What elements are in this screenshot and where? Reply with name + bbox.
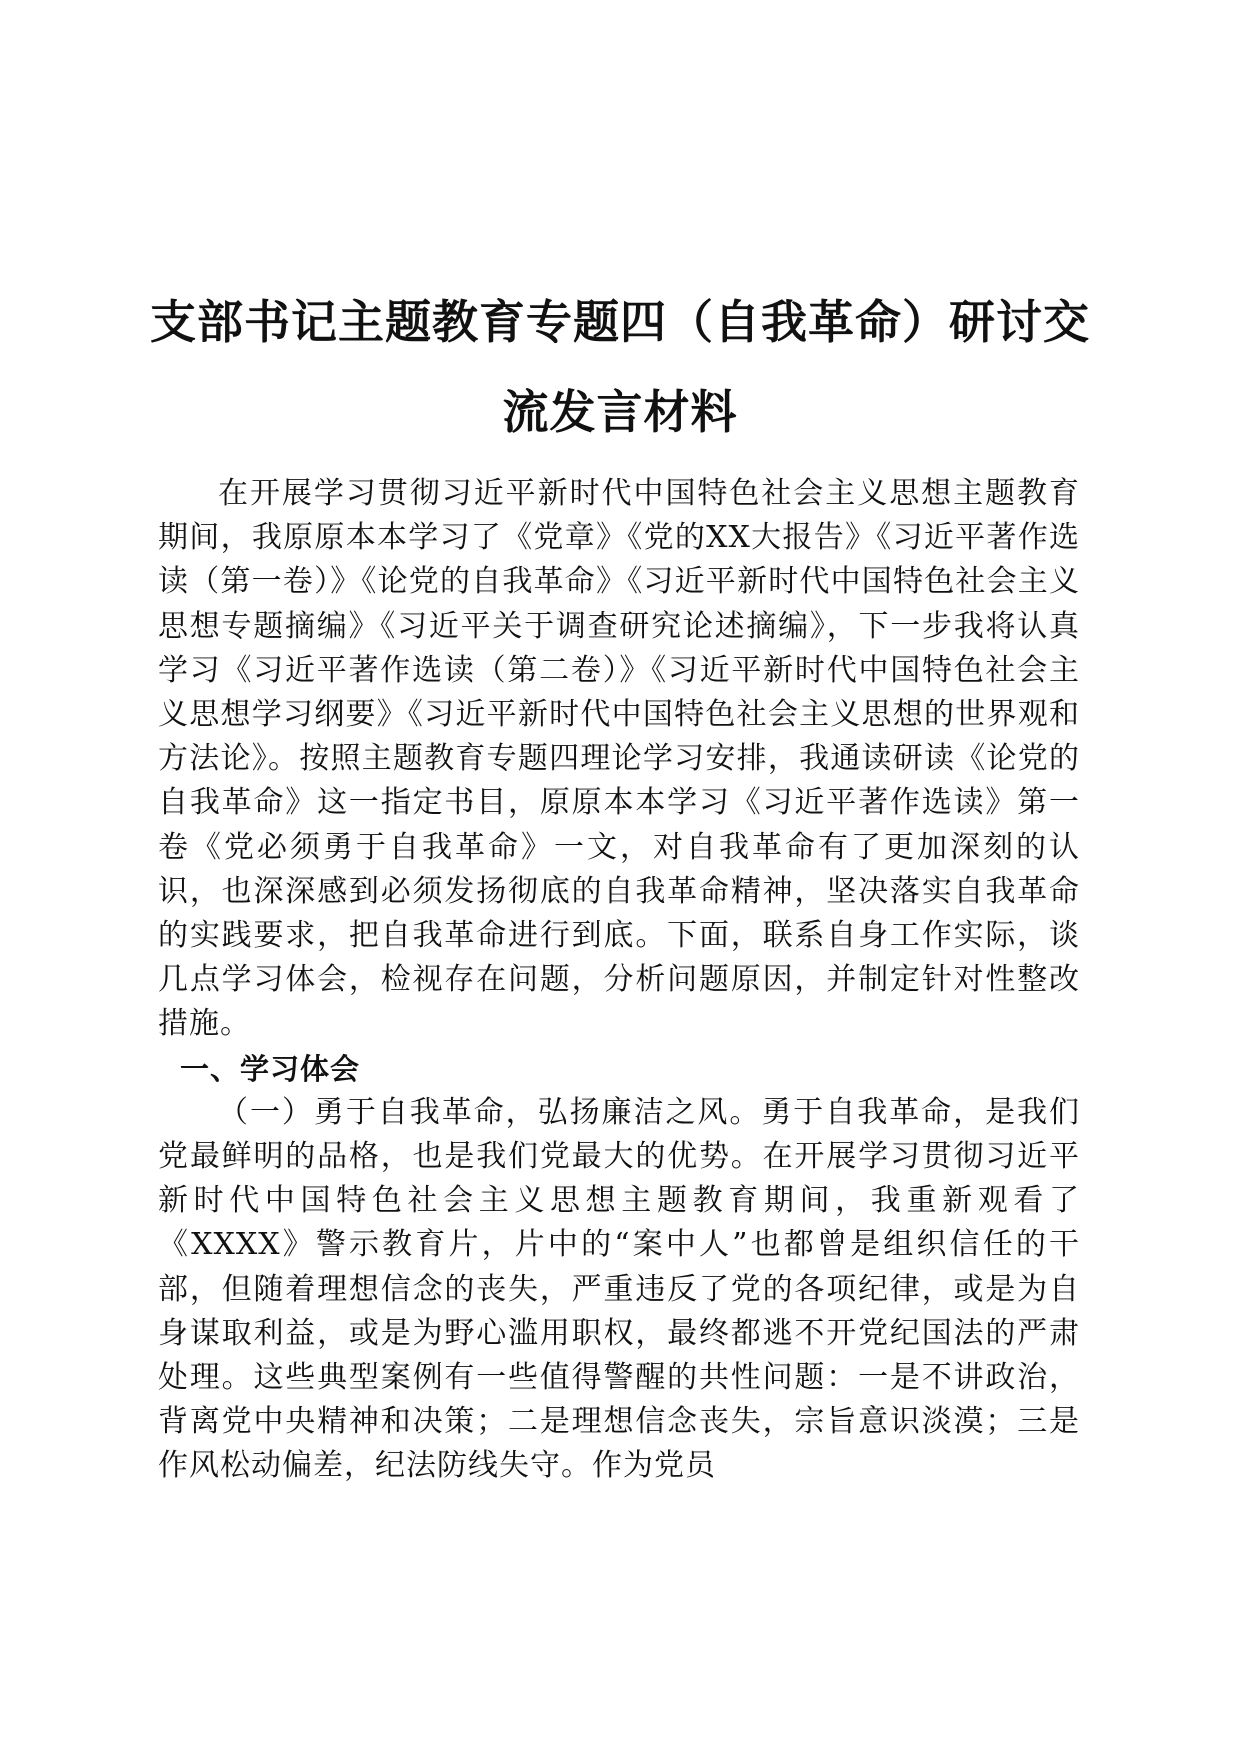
document-body bbox=[158, 472, 1080, 1489]
document-title-line-2: 流发言材料 bbox=[502, 384, 738, 439]
section-heading-study-experience: 一、学习体会 bbox=[180, 1051, 361, 1086]
section-paragraph-self-revolution: （一）勇于自我革命，弘扬廉洁之风。勇于自我革命，是我们党最鲜明的品格，也是我们党最大的优势。在开展学习贯彻习近平新时代中国特色社会主义思想主题教育期间，我重新观看了《XXXX》警示教育片，片中的“案中人”也都曾是组织信任的干部，但随着理想信念的丧失，严重违反了党的各项纪律，或是为自身谋取利益，或是为野心滥用职权，最终都逃不开党纪国法的严肃处理。这些典型案例有一些值得警醒的共性问题：一是不讲政治，背离党中央精神和决策；二是理想信念丧失，宗旨意识淡漠；三是作风松动偏差，纪法防线失守。作为党员 bbox=[158, 1094, 1080, 1484]
document-title-line-1: 支部书记主题教育专题四（自我革命）研讨交 bbox=[150, 294, 1090, 349]
document-title bbox=[150, 277, 1090, 457]
intro-paragraph: 在开展学习贯彻习近平新时代中国特色社会主义思想主题教育期间，我原原本本学习了《党章》《党的XX大报告》《习近平著作选读（第一卷）》《论党的自我革命》《习近平新时代中国特色社会主义思想专题摘编》《习近平关于调查研究论述摘编》，下一步我将认真学习《习近平著作选读（第二卷）》《习近平新时代中国特色社会主义思想学习纲要》《习近平新时代中国特色社会主义思想的世界观和方法论》。按照主题教育专题四理论学习安排，我通读研读《论党的自我革命》这一指定书目，原原本本学习《习近平著作选读》第一卷《党必须勇于自我革命》一文，对自我革命有了更加深刻的认识，也深深感到必须发扬彻底的自我革命精神，坚决落实自我革命的实践要求，把自我革命进行到底。下面，联系自身工作实际，谈几点学习体会，检视存在问题，分析问题原因，并制定针对性整改措施。 bbox=[158, 476, 1080, 1042]
